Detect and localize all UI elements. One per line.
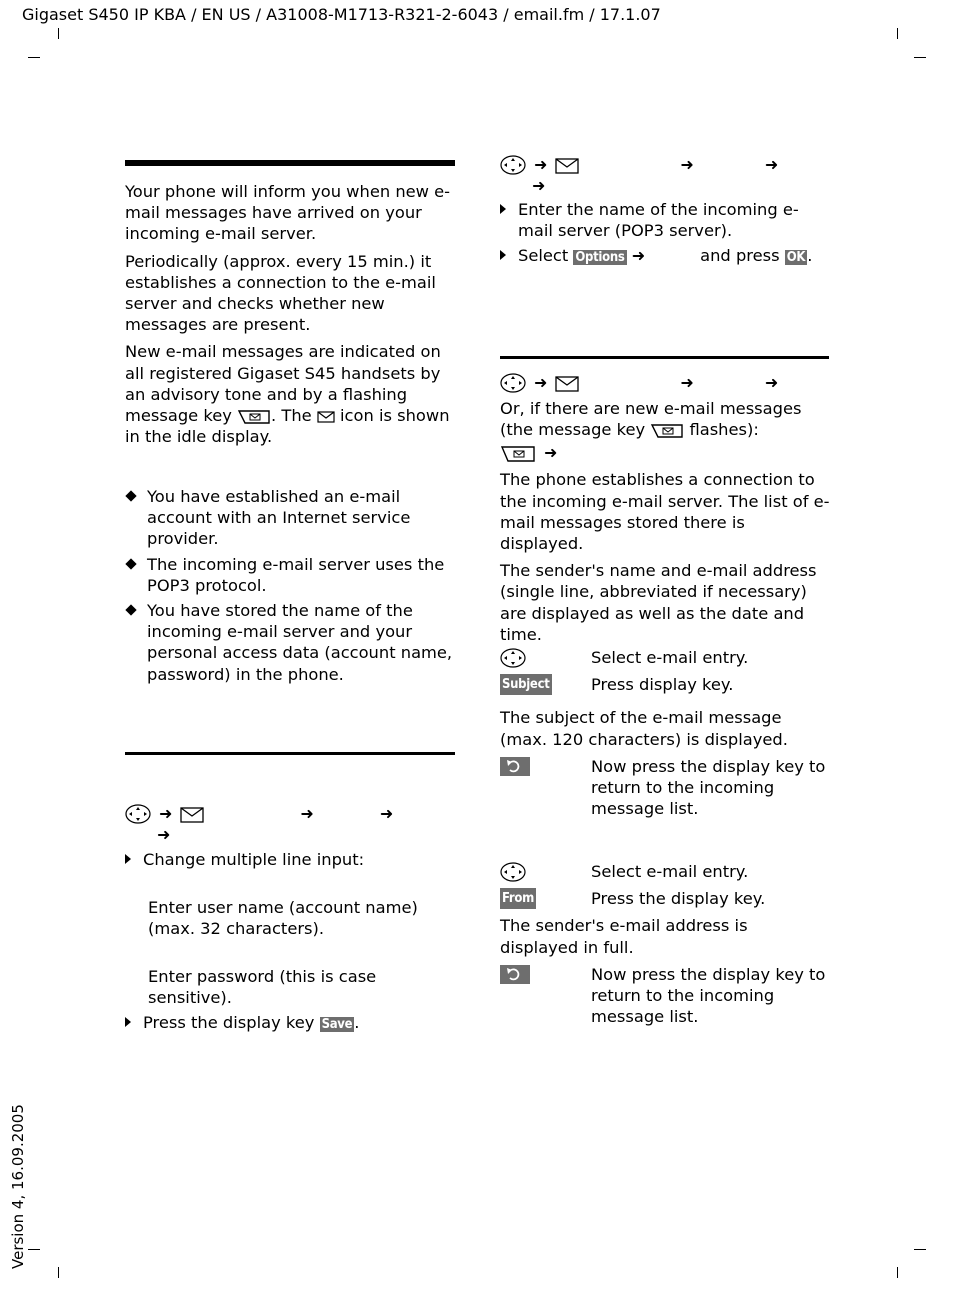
subject-softkey: Subject	[500, 674, 552, 695]
message-key-icon	[237, 406, 271, 425]
intro-paragraph	[125, 341, 457, 447]
menu-path	[500, 372, 830, 393]
crop-mark	[897, 1267, 898, 1278]
arrow-right-icon: ➜	[764, 155, 779, 174]
arrow-right-icon: ➜	[544, 443, 558, 463]
message-key-icon	[500, 442, 536, 463]
crop-mark	[28, 1249, 40, 1250]
step-item	[125, 849, 457, 870]
from-softkey: From	[500, 888, 536, 909]
step-item	[500, 199, 830, 241]
envelope-icon	[317, 406, 335, 425]
body-paragraph: The phone establishes a connection to the incoming e-mail server. The list of e-mail messages stored there is displayed.	[500, 470, 830, 554]
list-item-text: The incoming e-mail server uses the POP3 protocol.	[147, 554, 445, 595]
step-triangle-icon	[125, 1017, 131, 1027]
key-row	[500, 888, 830, 909]
arrow-right-icon: ➜	[159, 804, 173, 823]
key-description: Now press the display key to return to the incoming message list.	[591, 756, 826, 819]
key-row	[500, 647, 830, 668]
arrow-right-icon: ➜	[534, 155, 548, 174]
list-item	[125, 600, 457, 685]
menu-path	[125, 803, 455, 845]
arrow-right-icon: ➜	[680, 155, 694, 174]
key-row	[500, 964, 830, 1028]
crop-mark	[58, 1267, 59, 1278]
text-fragment: .	[354, 1013, 360, 1033]
text-fragment: flashes):	[684, 420, 759, 440]
crop-mark	[58, 28, 59, 39]
back-key-icon	[500, 756, 591, 777]
step-text: Enter user name (account name) (max. 32 characters).	[148, 898, 418, 939]
list-item-text: You have established an e-mail account with an Internet service provider.	[147, 487, 411, 549]
step-item	[500, 245, 830, 268]
envelope-icon	[555, 155, 579, 174]
arrow-right-icon: ➜	[764, 373, 779, 392]
intro-paragraph: Your phone will inform you when new e-mail messages have arrived on your incoming e-mail server.	[125, 182, 451, 244]
key-description: Select e-mail entry.	[591, 862, 749, 881]
crop-mark	[897, 28, 898, 39]
message-key-icon	[650, 420, 684, 439]
text-fragment: icon is shown in the idle display.	[125, 406, 450, 447]
key-row	[500, 674, 830, 695]
crop-mark	[28, 57, 40, 58]
left-intro	[125, 181, 457, 453]
instruction-text	[500, 398, 830, 440]
back-key-icon	[500, 964, 591, 985]
step-text: Enter the name of the incoming e-mail server (POP3 server).	[518, 200, 799, 241]
arrow-right-icon: ➜	[680, 373, 694, 392]
step-triangle-icon	[500, 250, 506, 260]
bullet-diamond-icon	[125, 604, 136, 615]
bullet-diamond-icon	[125, 490, 136, 501]
right-open-list	[500, 398, 830, 651]
arrow-right-icon: ➜	[631, 246, 646, 266]
section-rule	[500, 356, 829, 359]
section-rule	[125, 752, 455, 755]
body-paragraph: The subject of the e-mail message (max. 120 characters) is displayed.	[500, 708, 788, 749]
step-text	[518, 245, 830, 268]
options-softkey: Options	[575, 250, 625, 266]
crop-mark	[914, 57, 926, 58]
key-description: Press display key.	[591, 675, 734, 695]
envelope-icon	[555, 373, 579, 392]
key-description: Select e-mail entry.	[591, 648, 749, 667]
version-footer: Version 4, 16.09.2005	[9, 1104, 27, 1269]
right-steps	[500, 199, 830, 273]
bullet-diamond-icon	[125, 558, 136, 569]
step-text: Change multiple line input:	[143, 850, 365, 869]
text-fragment: Select	[518, 246, 574, 266]
body-paragraph: The sender's name and e-mail address (single line, abbreviated if necessary) are displayed as well as the date and time.	[500, 561, 817, 644]
control-key-icon	[500, 154, 526, 175]
control-key-icon	[500, 647, 591, 668]
step-triangle-icon	[125, 854, 131, 864]
menu-path	[500, 154, 830, 196]
key-row	[500, 756, 830, 820]
step-item	[125, 1012, 457, 1035]
save-softkey: Save	[321, 1017, 353, 1033]
text-fragment: and press	[700, 246, 785, 266]
arrow-right-icon: ➜	[532, 176, 546, 195]
key-description: Press the display key.	[591, 889, 766, 909]
prerequisites-list	[125, 486, 457, 689]
control-key-icon	[125, 803, 151, 824]
list-item	[125, 554, 457, 596]
crop-mark	[914, 1249, 926, 1250]
text-fragment: Press the display key	[143, 1013, 320, 1033]
key-row	[500, 861, 830, 882]
list-item	[125, 486, 457, 550]
arrow-right-icon: ➜	[379, 804, 394, 823]
ok-softkey: OK	[786, 250, 806, 266]
control-key-icon	[500, 861, 591, 882]
arrow-right-icon: ➜	[157, 825, 171, 844]
body-paragraph: The sender's e-mail address is displayed in full.	[500, 916, 748, 957]
subject-section	[500, 647, 830, 825]
from-section	[500, 861, 830, 1033]
text-fragment: New e-mail messages are indicated on all registered Gigaset S45 handsets by an advisory tone and by a flashing message key	[125, 342, 441, 426]
control-key-icon	[500, 372, 526, 393]
list-item-text: You have stored the name of the incoming e-mail server and your personal access data (account name, password) in the phone.	[147, 601, 453, 684]
step-text	[143, 1012, 457, 1035]
step-text: Enter password (this is case sensitive).	[148, 966, 377, 1007]
text-fragment: .	[807, 246, 813, 266]
envelope-icon	[180, 804, 204, 823]
arrow-right-icon: ➜	[300, 804, 314, 823]
arrow-right-icon: ➜	[534, 373, 548, 392]
intro-paragraph: Periodically (approx. every 15 min.) it establishes a connection to the e-mail server and checks whether new messages are present.	[125, 251, 436, 335]
text-fragment: . The	[271, 406, 317, 426]
section-rule	[125, 160, 455, 166]
text-fragment: Or, if there are new e-mail messages (the message key	[500, 399, 802, 440]
left-steps	[125, 849, 457, 1039]
key-description: Now press the display key to return to the incoming message list.	[591, 964, 826, 1027]
step-triangle-icon	[500, 204, 506, 214]
page-header: Gigaset S450 IP KBA / EN US / A31008-M1713-R321-2-6043 / email.fm / 17.1.07	[22, 5, 661, 24]
